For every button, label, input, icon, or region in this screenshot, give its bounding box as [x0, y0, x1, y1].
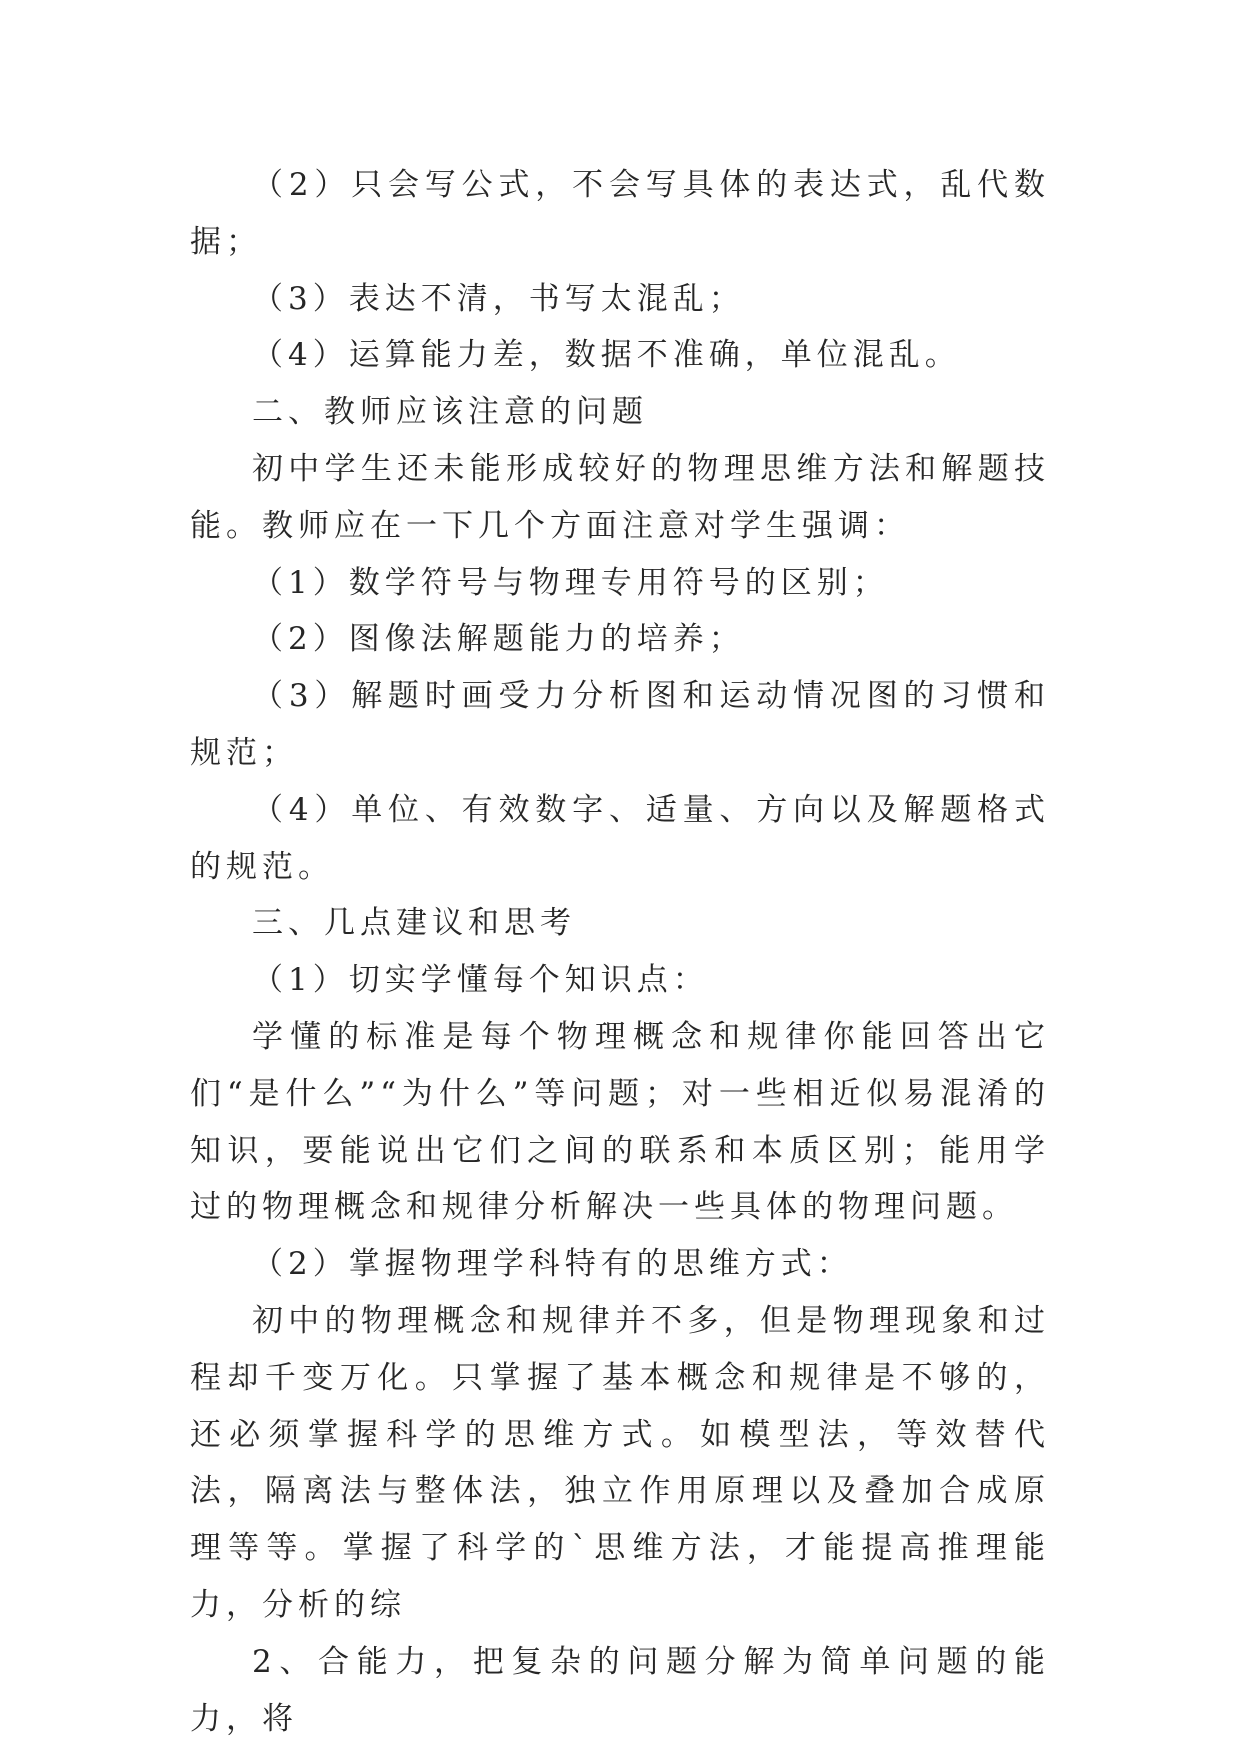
- list-item-2: （2）只会写公式，不会写具体的表达式，乱代数据；: [190, 167, 1050, 260]
- teacher-item-2: （2）图像法解题能力的培养；: [252, 621, 745, 658]
- teacher-item-3: （3）解题时画受力分析图和运动情况图的习惯和规范；: [190, 678, 1050, 771]
- paragraph-thinking-methods: 初中的物理概念和规律并不多，但是物理现象和过程却千变万化。只掌握了基本概念和规律是不够的，还必须掌握科学的思维方式。如模型法，等效替代法，隔离法与整体法，独立作用原理以及叠加合成原理等等。掌握了科学的`思维方法，才能提高推理能力，分析的综: [190, 1302, 1050, 1623]
- teacher-item-1: （1）数学符号与物理专用符号的区别；: [252, 564, 889, 601]
- suggestion-item-2: （2）掌握物理学科特有的思维方式：: [252, 1246, 853, 1283]
- paragraph-understanding: 学懂的标准是每个物理概念和规律你能回答出它们“是什么”“为什么”等问题；对一些相近似易混淆的知识，要能说出它们之间的联系和本质区别；能用学过的物理概念和规律分析解决一些具体的物理问题。: [190, 1018, 1050, 1226]
- section-heading-teacher-notes: 二、教师应该注意的问题: [252, 394, 648, 431]
- section-heading-suggestions: 三、几点建议和思考: [252, 905, 576, 942]
- list-item-3: （3）表达不清，书写太混乱；: [252, 280, 745, 317]
- document-body: [190, 157, 1050, 1747]
- paragraph-intro: 初中学生还未能形成较好的物理思维方法和解题技能。教师应在一下几个方面注意对学生强调：: [190, 450, 1050, 544]
- list-item-4: （4）运算能力差，数据不准确，单位混乱。: [252, 337, 961, 374]
- paragraph-continuation: 2、合能力，把复杂的问题分解为简单问题的能力，将: [190, 1643, 1050, 1737]
- teacher-item-4: （4）单位、有效数字、适量、方向以及解题格式的规范。: [190, 791, 1050, 885]
- suggestion-item-1: （1）切实学懂每个知识点：: [252, 962, 709, 999]
